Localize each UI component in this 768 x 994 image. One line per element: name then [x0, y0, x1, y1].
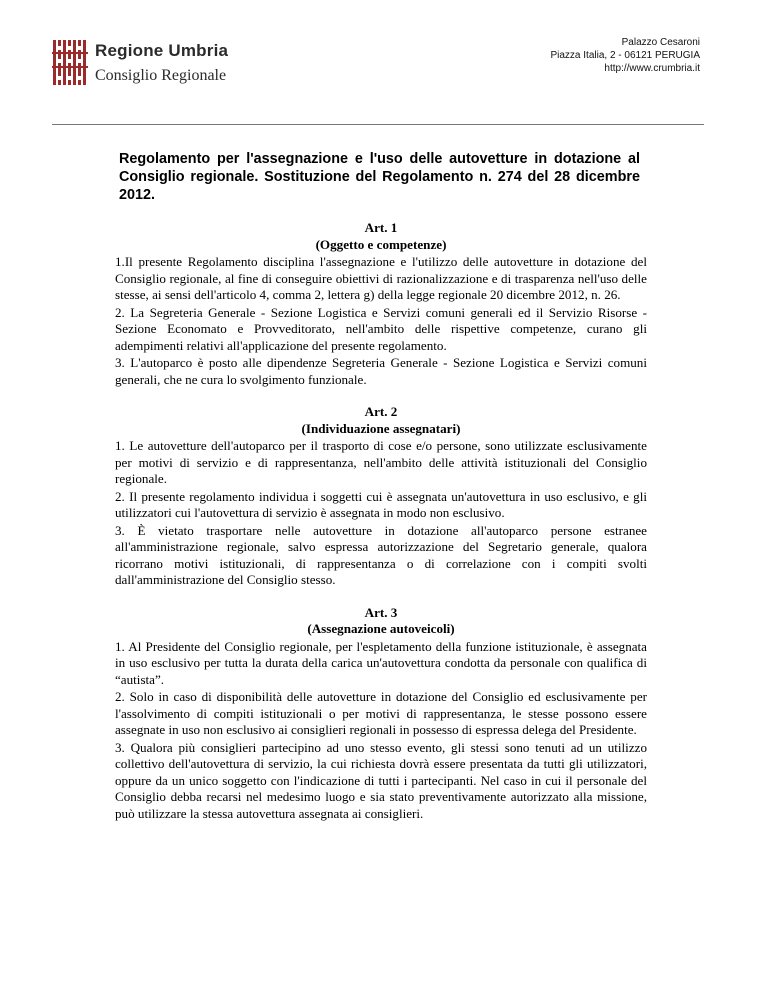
article-number: Art. 3 [364, 604, 398, 620]
paragraph: 2. La Segreteria Generale - Sezione Logistica e Servizi comuni generali ed il Servizio Risorse - Sezione Economato e Provveditorato, nell'ambito delle rispettive competenze, curano gli adempimenti relativi all'applicazione del presente regolamento. [115, 304, 647, 353]
paragraph: 3. Qualora più consiglieri partecipino ad uno stesso evento, gli stessi sono tenuti ad un utilizzo collettivo dell'autovettura di servizio, la cui richiesta dovrà essere presentata da tutti gli utilizzatori, oppure da un unico soggetto con l'indicazione di tutti i partecipanti. Nel caso in cui il personale del Consiglio debba recarsi nel medesimo luogo e sia stato preventivamente autorizzato alla missione, può utilizzare la stessa autovettura assegnata ai consiglieri. [115, 739, 647, 821]
address-block [550, 36, 700, 75]
article-heading: (Assegnazione autoveicoli) [307, 621, 455, 636]
paragraph: 1. Al Presidente del Consiglio regionale, per l'espletamento della funzione istituzionale, è assegnata in uso esclusivo per tutta la durata della carica un'autovettura condotta da personale con qualifica di “autista”. [115, 638, 647, 687]
paragraph: 1. Le autovetture dell'autoparco per il trasporto di cose e/o persone, sono utilizzate esclusivamente per motivi di servizio e di rappresentanza, nell'ambito delle attività istituzionali del Consiglio regionale. [115, 438, 647, 486]
letterhead [0, 0, 768, 130]
article-2 [115, 404, 647, 589]
address-line-street: Piazza Italia, 2 - 06121 PERUGIA [550, 50, 700, 61]
paragraph: 3. È vietato trasportare nelle autovetture in dotazione all'autoparco persone estranee all'amministrazione regionale, salvo espressa autorizzazione del Segretario generale, qualora ricorrano motivi istituzionali, di rappresentanza o di correlazione con i compiti svolti dall'amministrazione del Consiglio stesso. [115, 522, 647, 587]
document-body [115, 220, 647, 838]
paragraph: 2. Solo in caso di disponibilità delle autovetture in dotazione del Consiglio ed esclusivamente per l'assolvimento di compiti istituzionali o per motivi di rappresentanza, le stesse possono essere assegnate in uso non esclusivo ai consiglieri regionali in possesso di espressa delega del Presidente. [115, 689, 647, 737]
article-number: Art. 1 [364, 220, 398, 235]
article-number: Art. 2 [364, 404, 398, 419]
website-link[interactable]: http://www.crumbria.it [604, 63, 700, 74]
article-heading: (Individuazione assegnatari) [301, 420, 461, 436]
brand-title: Regione Umbria [95, 41, 229, 60]
header-divider [52, 124, 704, 125]
brand-subtitle: Consiglio Regionale [95, 67, 227, 84]
paragraph: 1.Il presente Regolamento disciplina l'assegnazione e l'utilizzo delle autovetture in dotazione del Consiglio regionale, al fine di conseguire obiettivi di razionalizzazione e di trasparenza nell'uso delle stesse, ai sensi dell'articolo 4, comma 2, lettera g) della legge regionale 20 dicembre 2012, n. 26. [115, 254, 647, 302]
article-1 [115, 220, 647, 388]
paragraph: 3. L'autoparco è posto alle dipendenze Segreteria Generale - Sezione Logistica e Servizi comuni generali, che ne cura lo svolgimento funzionale. [115, 355, 647, 387]
article-heading: (Oggetto e competenze) [315, 236, 447, 252]
regione-umbria-logo-icon [52, 38, 88, 87]
paragraph: 2. Il presente regolamento individua i soggetti cui è assegnata un'autovettura in uso esclusivo, e gli utilizzatori cui l'autovettura di servizio è assegnata in modo non esclusivo. [115, 488, 647, 520]
article-3 [115, 605, 647, 823]
document-title: Regolamento per l'assegnazione e l'uso delle autovetture in dotazione al Consiglio regionale. Sostituzione del Regolamento n. 274 del 28 dicembre 2012. [119, 151, 640, 203]
address-line-building: Palazzo Cesaroni [621, 37, 700, 48]
